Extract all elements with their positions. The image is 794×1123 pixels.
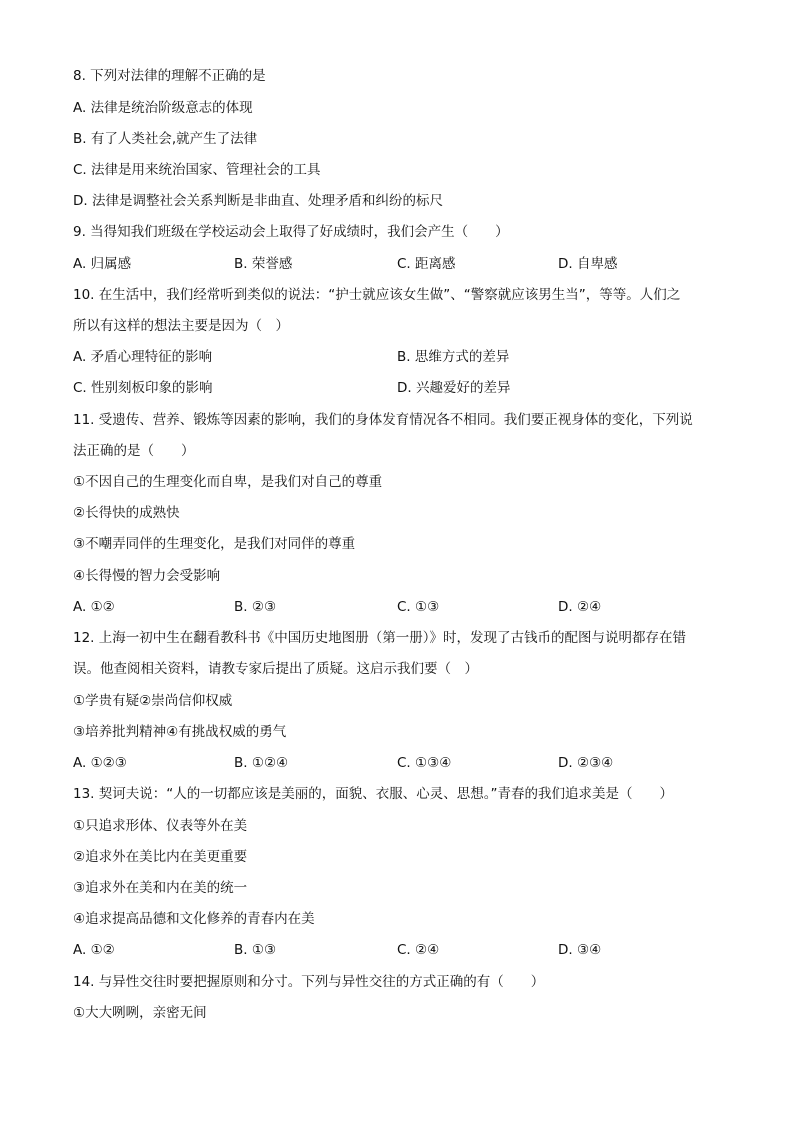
q12-option-a: A. ①②③ (73, 755, 127, 771)
q11-item-2: ②长得快的成熟快 (73, 505, 180, 521)
q13-option-b: B. ①③ (234, 942, 277, 958)
q13-item-4: ④追求提高品德和文化修养的青春内在美 (73, 911, 315, 927)
q11-item-4: ④长得慢的智力会受影响 (73, 568, 221, 584)
q13-item-3: ③追求外在美和内在美的统一 (73, 880, 248, 896)
q12-option-c: C. ①③④ (397, 755, 452, 771)
q12-item-2: ③培养批判精神④有挑战权威的勇气 (73, 724, 287, 740)
q8-option-a: A. 法律是统治阶级意志的体现 (73, 100, 253, 116)
q13-item-1: ①只追求形体、仪表等外在美 (73, 818, 248, 834)
q9-option-a: A. 归属感 (73, 256, 132, 272)
q8-option-c: C. 法律是用来统治国家、管理社会的工具 (73, 162, 321, 178)
q11-option-d: D. ②④ (558, 599, 602, 615)
q10-stem-line2: 所以有这样的想法主要是因为（ ） (73, 318, 289, 334)
q10-option-c: C. 性别刻板印象的影响 (73, 380, 213, 396)
q13-option-d: D. ③④ (558, 942, 602, 958)
q11-stem-line1: 11. 受遗传、营养、锻炼等因素的影响，我们的身体发育情况各不相同。我们要正视身体的变化，下列说 (73, 412, 693, 428)
q8-stem: 8. 下列对法律的理解不正确的是 (73, 68, 266, 84)
q13-option-a: A. ①② (73, 942, 115, 958)
q10-stem-line1: 10. 在生活中，我们经常听到类似的说法：“护士就应该女生做”、“警察就应该男生当”，等等。人们之 (73, 287, 681, 303)
q12-stem-line1: 12. 上海一初中生在翻看教科书《中国历史地图册（第一册）》时，发现了古钱币的配图与说明都存在错 (73, 630, 687, 646)
q11-stem-line2: 法正确的是（ ） (73, 443, 195, 459)
q9-option-c: C. 距离感 (397, 256, 456, 272)
q8-option-d: D. 法律是调整社会关系判断是非曲直、处理矛盾和纠纷的标尺 (73, 193, 443, 209)
q14-item-1: ①大大咧咧，亲密无间 (73, 1005, 207, 1021)
q11-item-1: ①不因自己的生理变化而自卑，是我们对自己的尊重 (73, 474, 383, 490)
q9-stem: 9. 当得知我们班级在学校运动会上取得了好成绩时，我们会产生（ ） (73, 224, 509, 240)
q10-option-d: D. 兴趣爱好的差异 (397, 380, 511, 396)
q10-option-b: B. 思维方式的差异 (397, 349, 510, 365)
q9-option-d: D. 自卑感 (558, 256, 618, 272)
q8-option-b: B. 有了人类社会,就产生了法律 (73, 131, 258, 147)
q14-stem: 14. 与异性交往时要把握原则和分寸。下列与异性交往的方式正确的有（ ） (73, 974, 545, 990)
q12-option-b: B. ①②④ (234, 755, 289, 771)
q13-stem: 13. 契诃夫说：“人的一切都应该是美丽的，面貌、衣服、心灵、思想。”青春的我们追求美是（ ） (73, 786, 673, 802)
q12-option-d: D. ②③④ (558, 755, 614, 771)
q12-stem-line2: 误。他查阅相关资料，请教专家后提出了质疑。这启示我们要（ ） (73, 661, 478, 677)
q11-option-b: B. ②③ (234, 599, 277, 615)
q11-item-3: ③不嘲弄同伴的生理变化，是我们对同伴的尊重 (73, 536, 356, 552)
q13-option-c: C. ②④ (397, 942, 440, 958)
q13-item-2: ②追求外在美比内在美更重要 (73, 849, 248, 865)
q10-option-a: A. 矛盾心理特征的影响 (73, 349, 213, 365)
q11-option-a: A. ①② (73, 599, 115, 615)
q9-option-b: B. 荣誉感 (234, 256, 293, 272)
q12-item-1: ①学贵有疑②崇尚信仰权威 (73, 693, 233, 709)
q11-option-c: C. ①③ (397, 599, 440, 615)
